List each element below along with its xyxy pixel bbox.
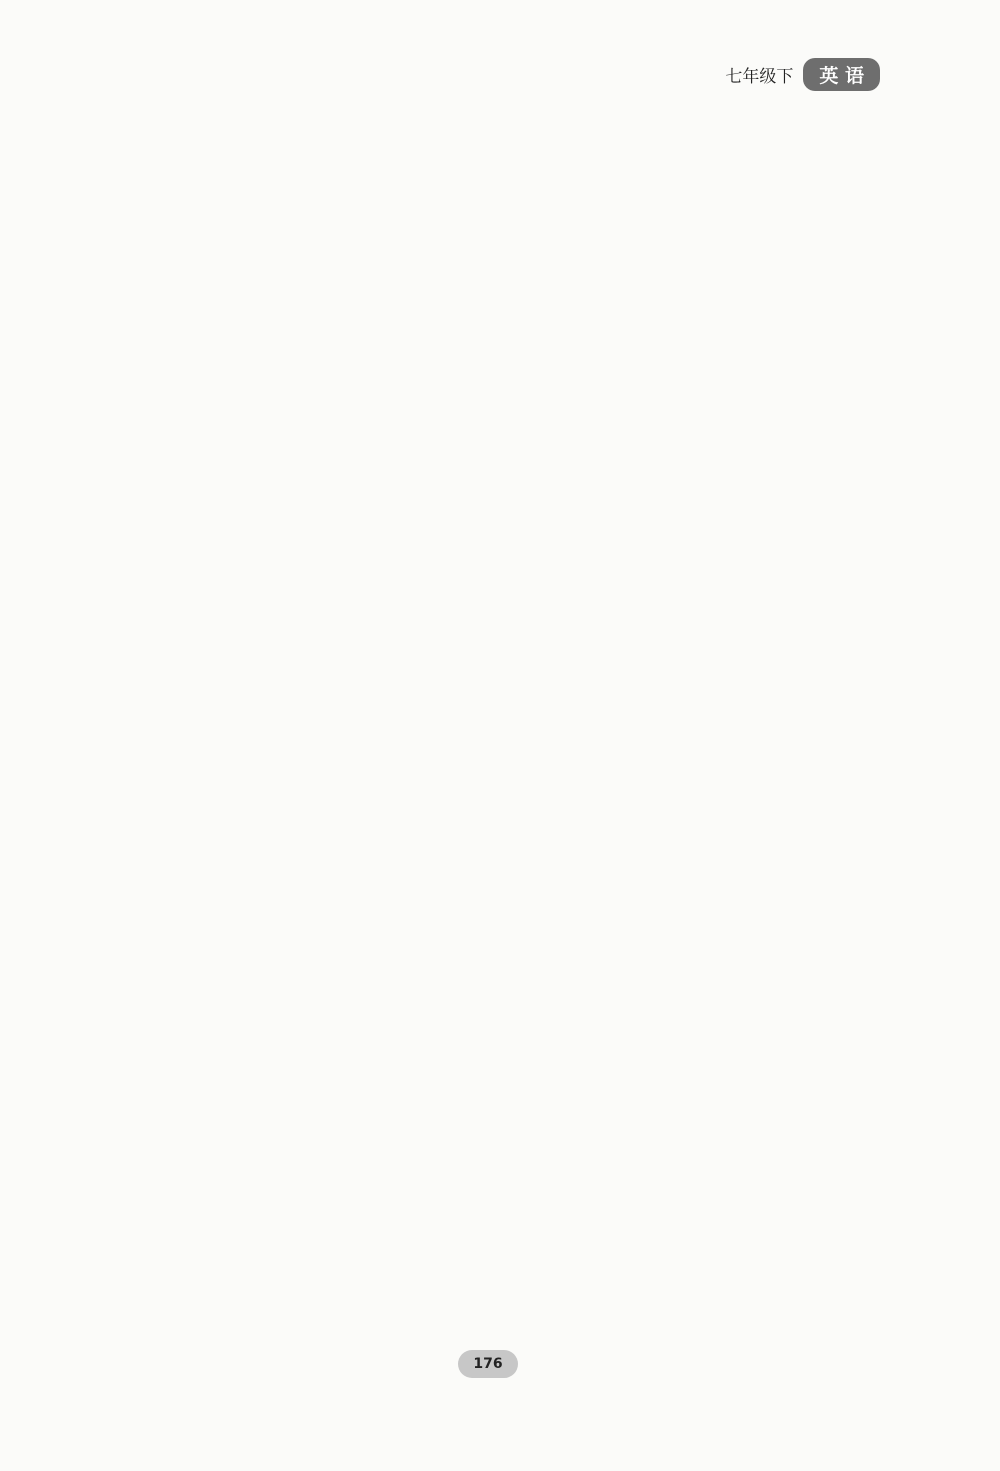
grade-label: 七年级下 — [725, 67, 794, 87]
page-number: 176 — [458, 1350, 518, 1378]
left-column — [88, 120, 488, 1320]
right-column — [510, 120, 910, 1320]
subject-badge: 英 语 — [803, 58, 880, 91]
page-header — [725, 58, 880, 91]
